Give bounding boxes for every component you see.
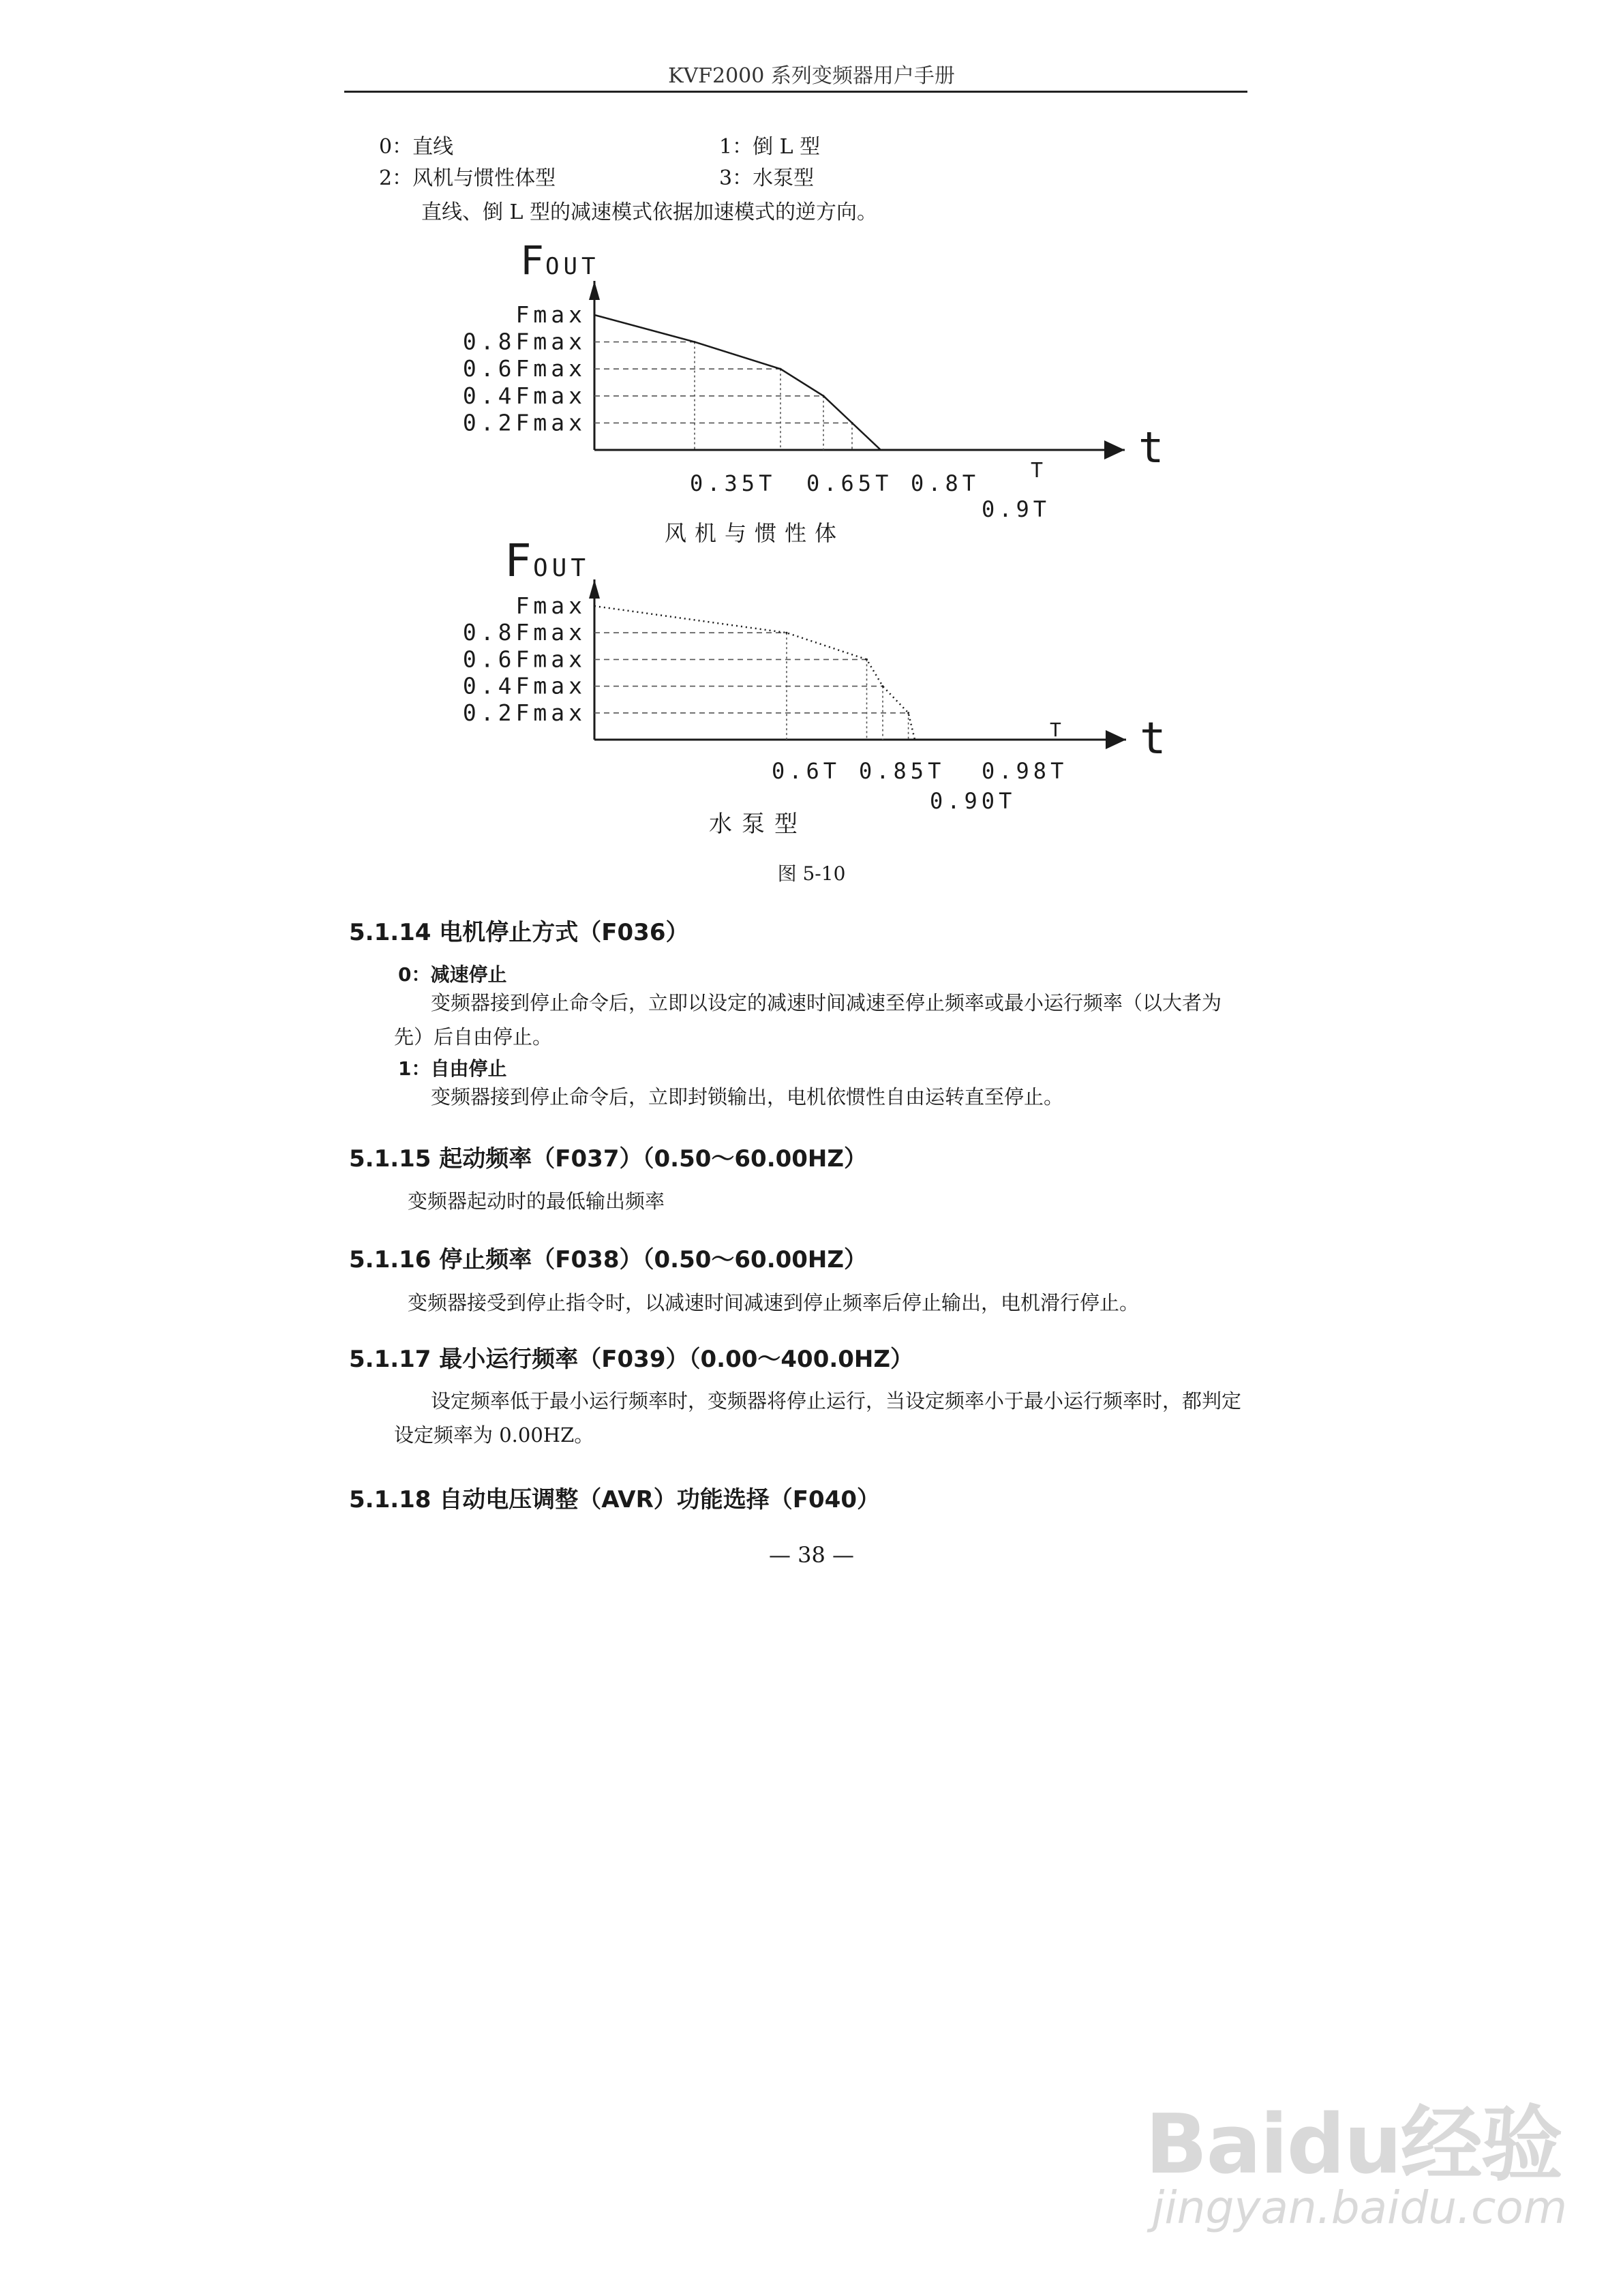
y-axis-label: F	[520, 239, 544, 284]
y-tick-labels	[463, 301, 586, 436]
page-header: KVF2000 系列变频器用户手册	[668, 64, 955, 88]
option-label: 风机与惯性体型	[412, 166, 556, 190]
option-code: 1	[719, 135, 733, 159]
y-axis-arrow	[589, 579, 600, 599]
chart-title: 水泵型	[709, 811, 807, 838]
watermark-url: jingyan.baidu.com	[1152, 2181, 1568, 2234]
end-label: T	[1050, 719, 1061, 741]
grid-lines	[594, 341, 853, 450]
y-tick-label: Fmax	[515, 301, 586, 328]
section-heading: 5.1.15 起动频率（F037）（0.50～60.00HZ）	[349, 1145, 868, 1173]
series-line	[594, 606, 915, 740]
paragraph: 变频器接受到停止指令时，以减速时间减速到停止频率后停止输出，电机滑行停止。	[408, 1291, 1140, 1314]
grid-lines	[594, 632, 909, 740]
x-tick-label: 0.8T	[911, 470, 980, 496]
option-item	[719, 161, 814, 191]
option-separator: ：	[392, 166, 413, 190]
x-axis-label: t	[1138, 423, 1164, 472]
y-tick-label: 0.8Fmax	[462, 619, 586, 646]
end-label: T	[1031, 459, 1044, 483]
paragraph: 变频器起动时的最低输出频率	[408, 1190, 665, 1213]
x-tick-label: 0.6T	[772, 758, 841, 784]
option-item	[719, 130, 820, 160]
option-separator: ：	[732, 135, 753, 159]
x-tick-label: 0.35T	[690, 470, 776, 496]
series-line	[594, 315, 881, 450]
x-tick-label: 0.85T	[859, 758, 945, 784]
data-point	[907, 712, 909, 714]
paragraph: 变频器接到停止命令后，立即以设定的减速时间减速至停止频率或最小运行频率（以大者为先）后自由停止。	[394, 991, 1222, 1048]
y-tick-label: 0.6Fmax	[462, 646, 586, 673]
x-tick-label: 0.9T	[982, 496, 1051, 522]
section-heading: 5.1.14 电机停止方式（F036）	[349, 919, 689, 946]
chart-water-pump	[436, 532, 1227, 845]
chart-fan-inertia	[436, 239, 1227, 552]
chart-title: 风机与惯性体	[665, 520, 845, 546]
option-item	[379, 161, 556, 191]
x-tick-label: 0.90T	[930, 788, 1016, 814]
option-separator: ：	[392, 135, 413, 159]
y-axis-arrow	[589, 281, 600, 300]
option-heading: 1：自由停止	[398, 1057, 507, 1080]
option-separator: ：	[732, 166, 753, 190]
paragraph: 变频器接到停止命令后，立即封锁输出，电机依惯性自由运转直至停止。	[431, 1085, 1064, 1108]
figure-caption: 图 5-10	[777, 862, 846, 885]
y-tick-label: 0.4Fmax	[462, 382, 586, 409]
section-heading: 5.1.17 最小运行频率（F039）（0.00～400.0HZ）	[349, 1346, 914, 1373]
y-tick-label: 0.2Fmax	[462, 699, 586, 726]
x-axis-label: t	[1140, 714, 1166, 764]
option-item	[379, 130, 453, 160]
y-axis-label: F	[504, 534, 532, 587]
y-tick-label: 0.8Fmax	[462, 328, 586, 355]
y-tick-label: Fmax	[515, 592, 586, 619]
x-axis-arrow	[1104, 440, 1125, 459]
x-tick-label: 0.98T	[982, 758, 1068, 784]
y-tick-label: 0.4Fmax	[462, 672, 586, 699]
option-code: 2	[379, 166, 393, 190]
y-axis-label-sub: OUT	[533, 554, 590, 582]
header-rule	[344, 91, 1247, 93]
option-label: 直线	[412, 135, 454, 159]
option-label: 水泵型	[753, 166, 815, 190]
y-tick-labels	[463, 592, 586, 726]
section-heading: 5.1.16 停止频率（F038）（0.50～60.00HZ）	[349, 1246, 868, 1273]
x-tick-label: 0.65T	[806, 470, 893, 496]
y-tick-label: 0.2Fmax	[462, 409, 586, 436]
options-note: 直线、倒 L 型的减速模式依据加速模式的逆方向。	[421, 200, 877, 224]
section-heading: 5.1.18 自动电压调整（AVR）功能选择（F040）	[349, 1486, 880, 1513]
option-code: 0	[379, 135, 393, 159]
watermark-logo: Baidu经验	[1145, 2098, 1562, 2192]
y-tick-label: 0.6Fmax	[462, 355, 586, 382]
option-label: 倒 L 型	[753, 135, 821, 159]
option-heading: 0：减速停止	[398, 963, 507, 986]
x-axis-arrow	[1106, 730, 1126, 749]
option-code: 3	[719, 166, 733, 190]
page-number: — 38 —	[768, 1542, 855, 1568]
paragraph: 设定频率低于最小运行频率时，变频器将停止运行，当设定频率小于最小运行频率时，都判定设定频率为 0.00HZ。	[394, 1389, 1242, 1447]
data-point	[786, 632, 788, 634]
y-axis-label-sub: OUT	[545, 253, 600, 280]
